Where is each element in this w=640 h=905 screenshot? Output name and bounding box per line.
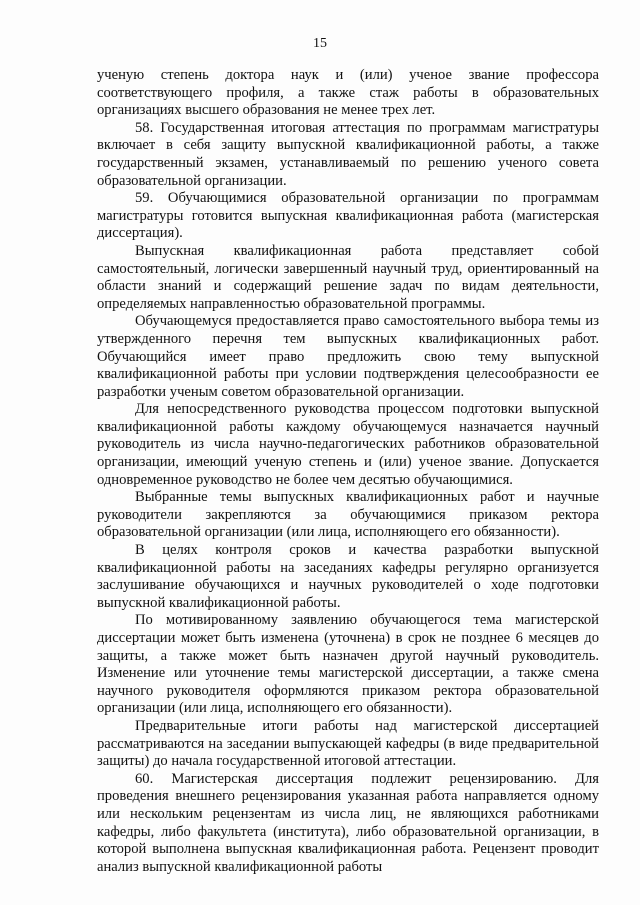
paragraph-clause-58: 58. Государственная итоговая аттестация по программам магистратуры включает в себя защиту выпускной квалификационной работы, а также государственный экзамен, устанавливаемый по решению ученого совета образовательной организации. bbox=[97, 119, 599, 189]
paragraph-topic-assignment: Выбранные темы выпускных квалификационных работ и научные руководители закрепляются за обучающимися приказом ректора образовательной организации (или лица, исполняющего его обязанности). bbox=[97, 489, 599, 541]
document-body bbox=[97, 67, 599, 876]
paragraph-supervisor: Для непосредственного руководства процессом подготовки выпускной квалификационной работы каждому обучающемуся назначается научный руководитель из числа научно-педагогических работников образовательной организации, имеющий ученую степень и (или) ученое звание. Допускается одновременное руководство не более чем десятью обучающимися. bbox=[97, 401, 599, 488]
paragraph-clause-60: 60. Магистерская диссертация подлежит рецензированию. Для проведения внешнего рецензирования указанная работа направляется одному или нескольким рецензентам из числа лиц, не являющихся работниками кафедры, либо факультета (института), либо образовательной организации, в которой выполнена выпускная квалификационная работа. Рецензент проводит анализ выпускной квалификационной работы bbox=[97, 770, 599, 875]
page-number: 15 bbox=[313, 36, 327, 51]
paragraph-thesis-definition: Выпускная квалификационная работа представляет собой самостоятельный, логически завершенный научный труд, ориентированный на области знаний и содержащий решение задач по видам деятельности, определяемых направленностью образовательной программы. bbox=[97, 242, 599, 312]
paragraph-continuation: ученую степень доктора наук и (или) ученое звание профессора соответствующего профиля, а также стаж работы в образовательных организациях высшего образования не менее трех лет. bbox=[97, 67, 599, 119]
paragraph-preliminary-defense: Предварительные итоги работы над магистерской диссертацией рассматриваются на заседании выпускающей кафедры (в виде предварительной защиты) до начала государственной итоговой аттестации. bbox=[97, 717, 599, 770]
paragraph-topic-change: По мотивированному заявлению обучающегося тема магистерской диссертации может быть изменена (уточнена) в срок не позднее 6 месяцев до защиты, а также может быть назначен другой научный руководитель. Изменение или уточнение темы магистерской диссертации, а также смена научного руководителя оформляются приказом ректора образовательной организации (или лица, исполняющего его обязанности). bbox=[97, 612, 599, 717]
paragraph-clause-59: 59. Обучающимися образовательной организации по программам магистратуры готовится выпускная квалификационная работа (магистерская диссертация). bbox=[97, 190, 599, 242]
paragraph-progress-control: В целях контроля сроков и качества разработки выпускной квалификационной работы на заседаниях кафедры регулярно организуется заслушивание обучающихся и научных руководителей о ходе подготовки выпускной квалификационной работы. bbox=[97, 542, 599, 611]
paragraph-topic-choice: Обучающемуся предоставляется право самостоятельного выбора темы из утвержденного перечня тем выпускных квалификационных работ. Обучающийся имеет право предложить свою тему выпускной квалификационной работы при условии подтверждения целесообразности ее разработки ученым советом образовательной организации. bbox=[97, 313, 599, 400]
